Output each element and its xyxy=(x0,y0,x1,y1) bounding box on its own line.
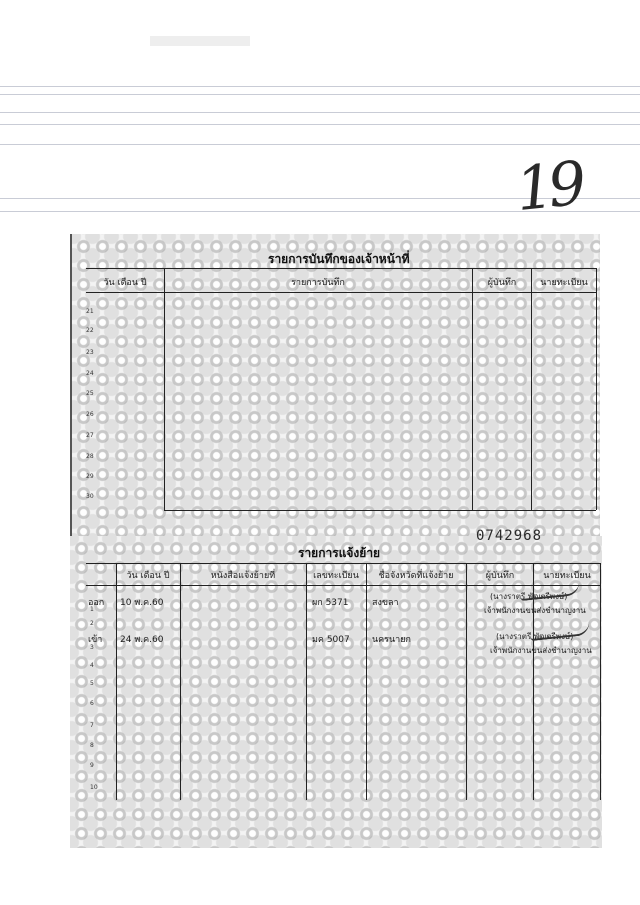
row-number: 4 xyxy=(90,662,94,669)
table-rule xyxy=(86,563,600,564)
table-rule xyxy=(531,268,532,510)
scan-line xyxy=(0,112,640,113)
row-number: 7 xyxy=(90,722,94,729)
move-date: 24 พ.ค.60 xyxy=(120,635,164,645)
scan-line xyxy=(0,94,640,95)
scan-noise xyxy=(150,36,250,46)
row-number: 23 xyxy=(86,349,94,356)
scan-line xyxy=(0,124,640,125)
scan-line xyxy=(0,86,640,87)
recorder-name: (นางราตรี พัฒตรีพงษ์) xyxy=(496,632,574,641)
header-recorder: ผู้บันทึก xyxy=(485,571,515,581)
recorder-name: (นางราตรี พัฒตรีพงษ์) xyxy=(490,592,568,601)
table-rule xyxy=(466,563,467,800)
row-number: 21 xyxy=(86,308,94,315)
move-date: 10 พ.ค.60 xyxy=(120,598,164,608)
row-number: 26 xyxy=(86,411,94,418)
registration-number: มค 5007 xyxy=(312,635,350,645)
row-number: 29 xyxy=(86,473,94,480)
recorder-title: เจ้าพนักงานขนส่งชำนาญงาน xyxy=(490,646,592,655)
header-date: วัน เดือน ปี xyxy=(103,278,147,288)
relocation-section xyxy=(70,536,602,848)
table-rule xyxy=(366,563,367,800)
row-number: 6 xyxy=(90,700,94,707)
row-number: 1 xyxy=(90,606,94,613)
table-rule xyxy=(600,563,601,800)
move-type: เข้า xyxy=(88,635,103,645)
serial-number: 0742968 xyxy=(476,528,543,544)
header-recorder: ผู้บันทึก xyxy=(487,278,517,288)
table-rule xyxy=(164,268,165,510)
header-record: รายการบันทึก xyxy=(291,278,345,288)
row-number: 10 xyxy=(90,784,98,791)
table-rule xyxy=(116,563,117,800)
header-province: ชื่อจังหวัดที่แจ้งย้าย xyxy=(378,571,454,581)
table-rule xyxy=(180,563,181,800)
row-number: 22 xyxy=(86,327,94,334)
header-registration: เลขทะเบียน xyxy=(313,571,359,581)
row-number: 25 xyxy=(86,390,94,397)
table-rule xyxy=(472,268,473,510)
table-rule xyxy=(306,563,307,800)
header-date: วัน เดือน ปี xyxy=(126,571,170,581)
row-number: 30 xyxy=(86,493,94,500)
relocation-title: รายการแจ้งย้าย xyxy=(298,546,381,560)
row-number: 27 xyxy=(86,432,94,439)
row-number: 2 xyxy=(90,620,94,627)
header-notice: หนังสือแจ้งย้ายที่ xyxy=(210,571,276,581)
recorder-title: เจ้าพนักงานขนส่งชำนาญงาน xyxy=(484,606,586,615)
row-number: 28 xyxy=(86,453,94,460)
row-number: 9 xyxy=(90,762,94,769)
row-number: 5 xyxy=(90,680,94,687)
table-rule xyxy=(86,268,596,269)
header-registrar: นายทะเบียน xyxy=(543,571,591,581)
province: สงขลา xyxy=(372,598,399,608)
table-rule xyxy=(86,292,596,293)
move-type: ออก xyxy=(88,598,105,608)
table-rule xyxy=(596,268,597,510)
row-number: 8 xyxy=(90,742,94,749)
scan-line xyxy=(0,144,640,145)
handwritten-number: 19 xyxy=(512,148,584,226)
header-registrar: นายทะเบียน xyxy=(540,278,588,288)
row-number: 24 xyxy=(86,370,94,377)
officer-records-title: รายการบันทึกของเจ้าหน้าที่ xyxy=(268,252,410,266)
registration-number: ผก 5371 xyxy=(312,598,349,608)
province: นครนายก xyxy=(372,635,411,645)
table-rule xyxy=(164,510,596,511)
row-number: 3 xyxy=(90,644,94,651)
